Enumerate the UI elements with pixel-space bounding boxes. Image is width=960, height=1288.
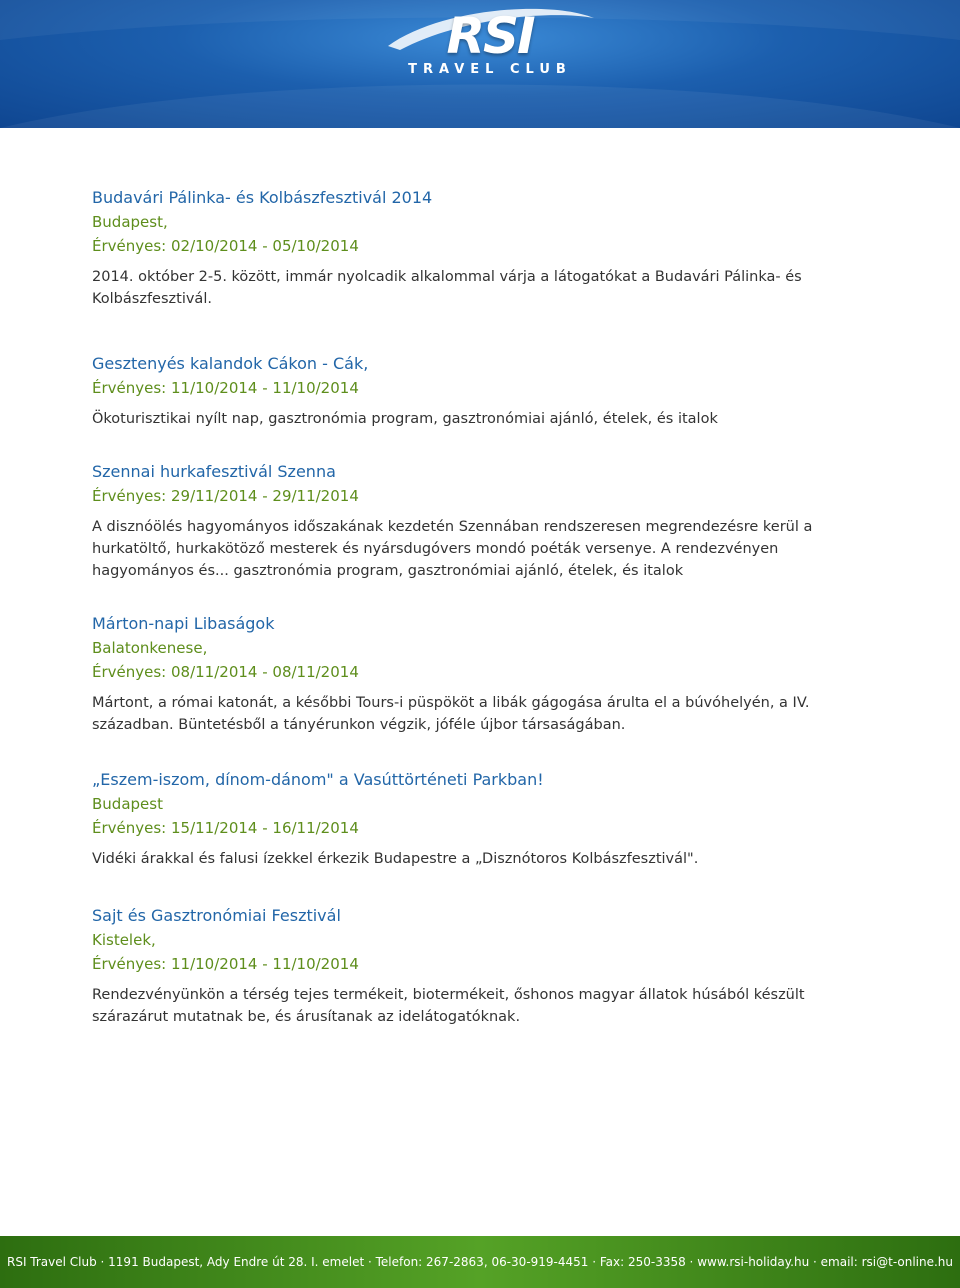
event-item (92, 460, 882, 582)
event-item (92, 186, 882, 310)
event-item (92, 352, 882, 430)
event-location: Budapest (92, 795, 163, 813)
event-item (92, 768, 882, 870)
event-validity: Érvényes: 29/11/2014 - 29/11/2014 (92, 487, 359, 505)
events-list (92, 186, 882, 1028)
event-validity: Érvényes: 15/11/2014 - 16/11/2014 (92, 819, 359, 837)
event-description: A disznóölés hagyományos időszakának kezdetén Szennában rendszeresen megrendezésre kerül a hurkatöltő, hurkakötöző mesterek és nyársdugóvers mondó poéták versenye. A rendezvényen hagyományos és... gasztronómia program, gasztronómiai ajánló, ételek, és italok (92, 519, 813, 579)
logo-main-text: RSI (446, 7, 534, 65)
rsi-logo[interactable] (380, 6, 600, 98)
event-item (92, 904, 882, 1028)
event-validity: Érvényes: 11/10/2014 - 11/10/2014 (92, 379, 359, 397)
event-description: Ökoturisztikai nyílt nap, gasztronómia program, gasztronómiai ajánló, ételek, és italok (92, 411, 718, 427)
event-validity: Érvényes: 11/10/2014 - 11/10/2014 (92, 955, 359, 973)
event-validity: Érvényes: 08/11/2014 - 08/11/2014 (92, 663, 359, 681)
event-description: 2014. október 2-5. között, immár nyolcadik alkalommal várja a látogatókat a Budavári Pálinka- és Kolbászfesztivál. (92, 269, 802, 307)
event-title: Szennai hurkafesztivál Szenna (92, 462, 336, 481)
event-title: Budavári Pálinka- és Kolbászfesztivál 2014 (92, 188, 433, 207)
event-title: „Eszem-iszom, dínom-dánom" a Vasúttörténeti Parkban! (92, 770, 544, 789)
event-item (92, 612, 882, 736)
event-description: Rendezvényünkön a térség tejes termékeit, biotermékeit, őshonos magyar állatok húsából készült szárazárut mutatnak be, és árusítanak az idelátogatóknak. (92, 987, 805, 1025)
event-validity: Érvényes: 02/10/2014 - 05/10/2014 (92, 237, 359, 255)
event-location: Balatonkenese, (92, 639, 208, 657)
event-title: Gesztenyés kalandok Cákon - Cák, (92, 354, 369, 373)
event-description: Mártont, a római katonát, a későbbi Tours-i püspököt a libák gágogása árulta el a búvóhelyén, a IV. században. Büntetésből a tányérunkon végzik, jóféle újbor társaságában. (92, 695, 810, 733)
event-location: Kistelek, (92, 931, 156, 949)
event-description: Vidéki árakkal és falusi ízekkel érkezik Budapestre a „Disznótoros Kolbászfesztivál". (92, 851, 699, 867)
footer-contact-bar: RSI Travel Club · 1191 Budapest, Ady Endre út 28. I. emelet · Telefon: 267-2863, 06-30-919-4451 · Fax: 250-3358 · www.rsi-holiday.hu · email: rsi@t-online.hu (0, 1236, 960, 1288)
event-location: Budapest, (92, 213, 168, 231)
header-banner (0, 0, 960, 128)
event-title: Sajt és Gasztronómiai Fesztivál (92, 906, 341, 925)
logo-sub-text: TRAVEL CLUB (408, 62, 572, 77)
event-title: Márton-napi Libaságok (92, 614, 275, 633)
